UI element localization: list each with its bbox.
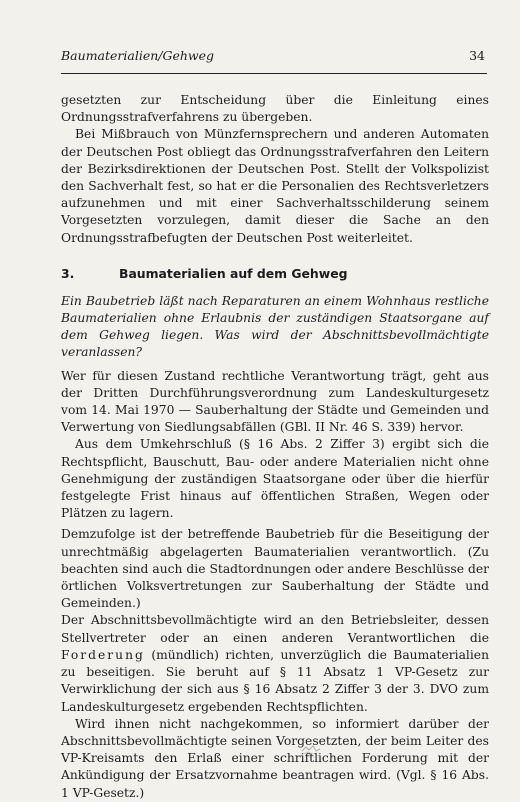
- paragraph-post-misuse: Bei Mißbrauch von Münzfernsprechern und anderen Automaten der Deutschen Post obliegt das Ordnungsstrafverfahren den Leitern der Bezirksdirektionen der Deutschen Post. Stellt der Volkspolizist den Sachverhalt fest, so hat er die Personalien des Rechtsverletzers aufzunehmen und mit einer Sachverhaltsschilderung seinem Vorgesetzten vorzulegen, damit dieser die Sache an den Ordnungsstrafbefugten der Deutschen Post weiterleitet.: [61, 127, 489, 245]
- page-number: 34: [469, 48, 485, 63]
- paragraph-consequence: Demzufolge ist der betreffende Baubetrieb für die Beseitigung der unrechtmäßig abgelagerten Baumaterialien verantwortlich. (Zu beachten sind auch die Stadtordnungen oder andere Beschlüsse der örtlichen Volksvertretungen zur Sauberhaltung der Städte und Gemeinden.): [61, 527, 489, 611]
- section-number: 3.: [61, 265, 75, 281]
- section-question: Ein Baubetrieb läßt nach Reparaturen an einem Wohnhaus restliche Baumaterialien ohne Erlaubnis der zuständigen Staatsorgane auf dem Gehweg liegen. Was wird der Abschnittsbevollmächtigte veranlassen?: [61, 293, 489, 360]
- paragraph-escalation: Wird ihnen nicht nachgekommen, so informiert darüber der Abschnittsbevollmächtigte seinen Vorgesetzten, der beim Leiter des VP-Kreisamts den Erlaß einer schriftlichen Forderung mit der Ankündigung der Ersatzvornahme beantragen wird. (Vgl. § 16 Abs. 1 VP-Gesetz.): [61, 716, 489, 800]
- paragraph-legal-duty: Aus dem Umkehrschluß (§ 16 Abs. 2 Ziffer 3) ergibt sich die Rechtspflicht, Bauschutt, Bau- oder andere Materialien nicht ohne Genehmigung der zuständigen Staatsorgane oder über die hierfür festgelegte Frist hinaus auf öffentlichen Straßen, Wegen oder Plätzen zu lagern.: [61, 437, 489, 521]
- demand-text-before: Der Abschnittsbevollmächtigte wird an den Betriebsleiter, dessen Stellvertreter oder an einen anderen Verantwortlichen die: [61, 613, 489, 645]
- demand-emphasis: Forderung: [61, 647, 145, 662]
- section-title: Baumaterialien auf dem Gehweg: [119, 265, 348, 281]
- demand-text-after: (mündlich) richten, unverzüglich die Baumaterialien zu beseitigen. Sie beruht auf § 11 Absatz 1 VP-Gesetz zur Verwirklichung der sich aus § 16 Absatz 2 Ziffer 3 der 3. DVO zum Landeskulturgesetz ergebenden Rechtspflichten.: [61, 647, 489, 714]
- paragraph-responsibility: Wer für diesen Zustand rechtliche Verantwortung trägt, geht aus der Dritten Durchführungsverordnung zum Landeskulturgesetz vom 14. Mai 1970 — Sauberhaltung der Städte und Gemeinden und Verwertung von Siedlungsabfällen (GBl. II Nr. 46 S. 339) hervor.: [61, 368, 489, 435]
- header-title: Baumaterialien/Gehweg: [61, 48, 215, 63]
- page-content: [61, 92, 489, 802]
- section-heading: [61, 265, 489, 282]
- print-smudge: [300, 742, 322, 756]
- header-rule: [61, 73, 487, 74]
- paragraph-demand: [61, 612, 489, 715]
- running-header: [61, 48, 485, 66]
- paragraph-continuation: gesetzten zur Entscheidung über die Einleitung eines Ordnungsstrafverfahrens zu übergeben.: [61, 93, 489, 125]
